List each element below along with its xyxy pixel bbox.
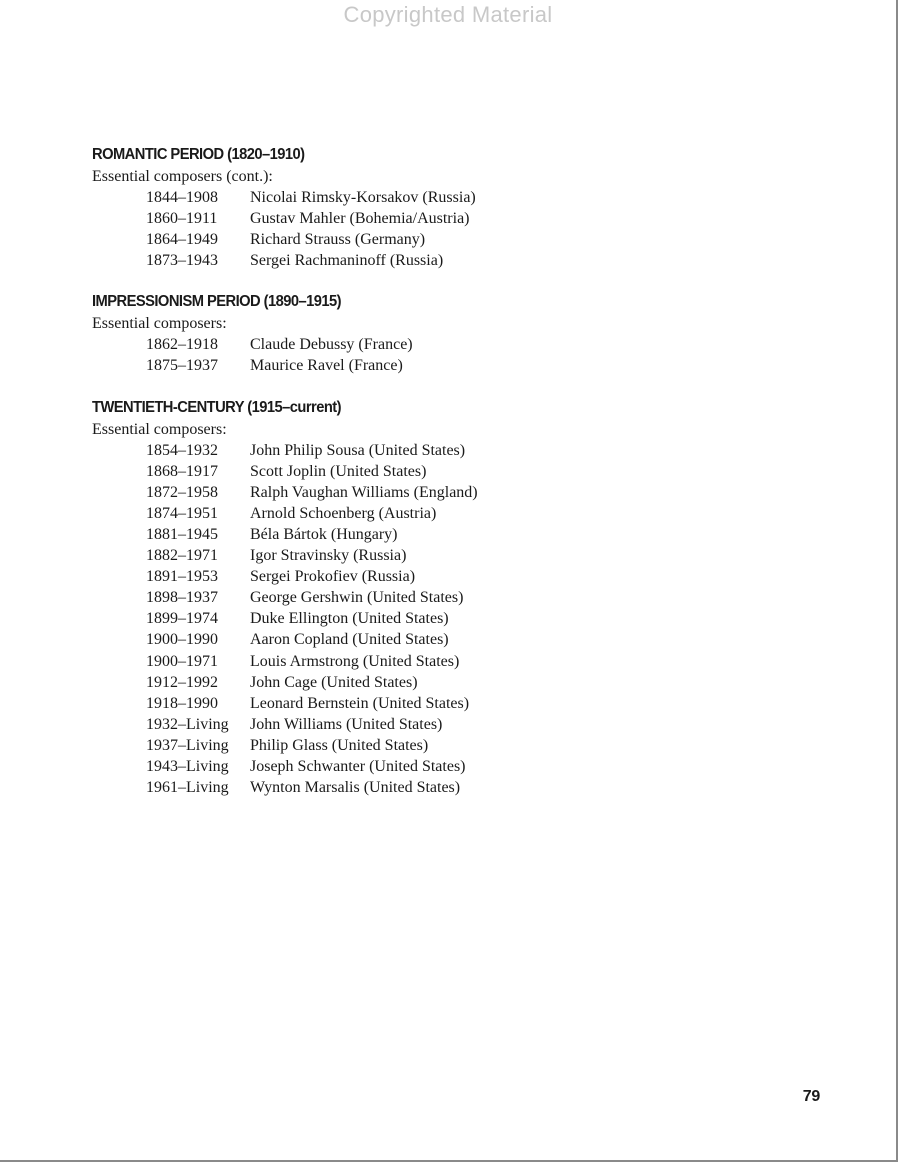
composer-years: 1882–1971 [146, 547, 218, 565]
composer-years: 1943–Living [146, 757, 229, 775]
page-number: 79 [802, 1088, 820, 1105]
composer-list [92, 440, 792, 799]
composer-name: Richard Strauss (Germany) [250, 231, 426, 249]
composer-row [92, 461, 792, 482]
composer-name: John Cage (United States) [250, 673, 418, 691]
composer-name: John Williams (United States) [250, 715, 443, 733]
composer-years: 1912–1992 [146, 673, 218, 691]
composer-years: 1864–1949 [146, 231, 218, 249]
composer-row [92, 187, 792, 208]
copyright-watermark: Copyrighted Material [343, 2, 553, 27]
composer-years: 1891–1953 [146, 568, 218, 586]
composer-years: 1868–1917 [146, 462, 218, 480]
composer-row [92, 229, 792, 250]
composer-name: Igor Stravinsky (Russia) [250, 547, 407, 565]
composer-name: John Philip Sousa (United States) [250, 441, 466, 459]
composer-years: 1900–1990 [146, 631, 218, 649]
composer-years: 1874–1951 [146, 504, 218, 522]
composer-row [92, 693, 792, 714]
section-twentieth-century [92, 397, 792, 799]
composer-name: Louis Armstrong (United States) [250, 652, 460, 670]
composer-list [92, 187, 792, 271]
section-impressionism-period [92, 291, 792, 376]
composer-row [92, 735, 792, 756]
composer-years: 1937–Living [146, 736, 229, 754]
composer-name: Scott Joplin (United States) [250, 462, 427, 480]
composer-row [92, 208, 792, 229]
section-heading: TWENTIETH-CENTURY (1915–current) [92, 398, 341, 416]
section-romantic-period [92, 144, 792, 271]
section-heading: ROMANTIC PERIOD (1820–1910) [92, 146, 305, 163]
composer-row [92, 566, 792, 587]
composer-name: Maurice Ravel (France) [250, 357, 403, 375]
composer-row [92, 524, 792, 545]
composer-row [92, 777, 792, 798]
composer-years: 1918–1990 [146, 694, 218, 712]
page-content [92, 144, 792, 818]
composer-row [92, 545, 792, 566]
composer-row [92, 672, 792, 693]
section-subheading: Essential composers (cont.): [92, 168, 273, 185]
composer-list [92, 334, 792, 376]
composer-name: Philip Glass (United States) [250, 736, 429, 754]
composer-row [92, 482, 792, 503]
composer-years: 1932–Living [146, 715, 229, 733]
composer-name: Claude Debussy (France) [250, 336, 413, 354]
section-subheading: Essential composers: [92, 315, 227, 333]
composer-years: 1881–1945 [146, 525, 218, 543]
composer-name: Wynton Marsalis (United States) [250, 779, 461, 797]
composer-row [92, 629, 792, 650]
composer-years: 1961–Living [146, 779, 229, 797]
composer-name: Gustav Mahler (Bohemia/Austria) [250, 210, 470, 228]
composer-name: Duke Ellington (United States) [250, 610, 449, 628]
composer-row [92, 651, 792, 672]
composer-years: 1875–1937 [146, 357, 218, 375]
composer-years: 1898–1937 [146, 589, 218, 607]
composer-name: George Gershwin (United States) [250, 589, 464, 607]
composer-row [92, 355, 792, 376]
composer-name: Nicolai Rimsky-Korsakov (Russia) [250, 189, 476, 206]
composer-name: Aaron Copland (United States) [250, 631, 449, 649]
composer-row [92, 440, 792, 461]
composer-years: 1899–1974 [146, 610, 218, 628]
composer-row [92, 714, 792, 735]
composer-years: 1854–1932 [146, 441, 218, 459]
composer-row [92, 608, 792, 629]
composer-row [92, 587, 792, 608]
composer-row [92, 250, 792, 271]
composer-row [92, 334, 792, 355]
composer-name: Sergei Prokofiev (Russia) [250, 568, 416, 586]
composer-row [92, 756, 792, 777]
composer-years: 1900–1971 [146, 652, 218, 670]
composer-name: Ralph Vaughan Williams (England) [250, 483, 478, 501]
composer-name: Joseph Schwanter (United States) [250, 757, 466, 775]
composer-name: Leonard Bernstein (United States) [250, 694, 470, 712]
composer-years: 1873–1943 [146, 252, 218, 270]
composer-name: Sergei Rachmaninoff (Russia) [250, 252, 444, 270]
section-heading: IMPRESSIONISM PERIOD (1890–1915) [92, 293, 342, 311]
composer-row [92, 503, 792, 524]
composer-years: 1872–1958 [146, 483, 218, 501]
section-subheading: Essential composers: [92, 420, 227, 438]
composer-name: Béla Bártok (Hungary) [250, 525, 398, 543]
composer-years: 1844–1908 [146, 189, 218, 206]
composer-years: 1860–1911 [146, 210, 218, 228]
composer-name: Arnold Schoenberg (Austria) [250, 504, 437, 522]
composer-years: 1862–1918 [146, 336, 218, 354]
